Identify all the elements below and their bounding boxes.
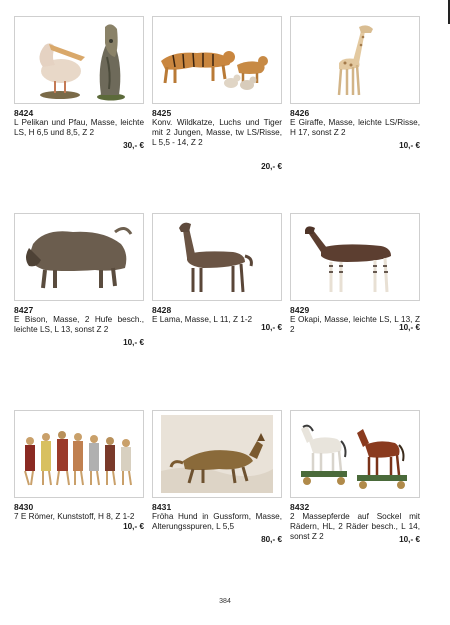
lot-price: 10,- € (261, 323, 282, 332)
dog-in-mould-image (153, 411, 281, 497)
lot-price: 10,- € (399, 535, 420, 544)
lot-8432[interactable] (290, 410, 420, 560)
roman-soldier-figures-image (15, 411, 143, 497)
lot-price: 10,- € (399, 141, 420, 150)
pelican-peacock-figures-image (15, 17, 143, 103)
giraffe-figure-image (291, 17, 419, 103)
lot-number: 8424 (14, 108, 34, 118)
llama-figure-image (153, 214, 281, 300)
lot-number: 8431 (152, 502, 172, 512)
lot-8424[interactable] (14, 16, 144, 166)
lot-number: 8430 (14, 502, 34, 512)
lot-8425[interactable] (152, 16, 282, 171)
lot-description: E Bison, Masse, 2 Hufe besch., leichte LS, L 13, sonst Z 2 (14, 315, 144, 335)
lot-price: 20,- € (261, 162, 282, 171)
lot-description: Konv. Wildkatze, Luchs und Tiger mit 2 Jungen, Masse, tw LS/Risse, L 5,5 - 14, Z 2 (152, 118, 282, 148)
lot-photo[interactable] (290, 213, 420, 301)
lot-8431[interactable] (152, 410, 282, 560)
lot-8428[interactable] (152, 213, 282, 363)
lot-photo[interactable] (152, 213, 282, 301)
lot-price: 10,- € (123, 338, 144, 347)
lot-number: 8427 (14, 305, 34, 315)
lot-8426[interactable] (290, 16, 420, 166)
lot-number: 8426 (290, 108, 310, 118)
lot-photo[interactable] (152, 410, 282, 498)
horses-on-wheeled-base-image (291, 411, 419, 497)
lot-price: 10,- € (123, 522, 144, 531)
lot-description: E Okapi, Masse, leichte LS, L 13, Z 2 (290, 315, 420, 335)
lot-number: 8432 (290, 502, 310, 512)
lot-photo[interactable] (152, 16, 282, 104)
lot-number: 8428 (152, 305, 172, 315)
lot-photo[interactable] (14, 213, 144, 301)
lot-price: 30,- € (123, 141, 144, 150)
lot-photo[interactable] (14, 410, 144, 498)
lot-number: 8425 (152, 108, 172, 118)
lot-8430[interactable] (14, 410, 144, 560)
lot-number: 8429 (290, 305, 310, 315)
lot-description: 2 Massepferde auf Sockel mit Rädern, HL, 2 Räder besch., L 14, sonst Z 2 (290, 512, 420, 542)
lot-description: E Giraffe, Masse, leichte LS/Risse, H 17, sonst Z 2 (290, 118, 420, 138)
lot-8427[interactable] (14, 213, 144, 363)
lot-photo[interactable] (14, 16, 144, 104)
lot-photo[interactable] (290, 16, 420, 104)
bison-figure-image (15, 214, 143, 300)
lot-description: 7 E Römer, Kunststoff, H 8, Z 1-2 (14, 512, 135, 521)
lot-description: E Lama, Masse, L 11, Z 1-2 (152, 315, 253, 324)
lot-description: Fröha Hund in Gussform, Masse, Alterungsspuren, L 5,5 (152, 512, 282, 532)
wildcats-tiger-figures-image (153, 17, 281, 103)
lot-photo[interactable] (290, 410, 420, 498)
okapi-figure-image (291, 214, 419, 300)
lot-price: 80,- € (261, 535, 282, 544)
lot-price: 10,- € (399, 323, 420, 332)
lot-8429[interactable] (290, 213, 420, 363)
lot-description: L Pelikan und Pfau, Masse, leichte LS, H 6,5 und 8,5, Z 2 (14, 118, 144, 138)
page-number: 384 (219, 598, 231, 605)
